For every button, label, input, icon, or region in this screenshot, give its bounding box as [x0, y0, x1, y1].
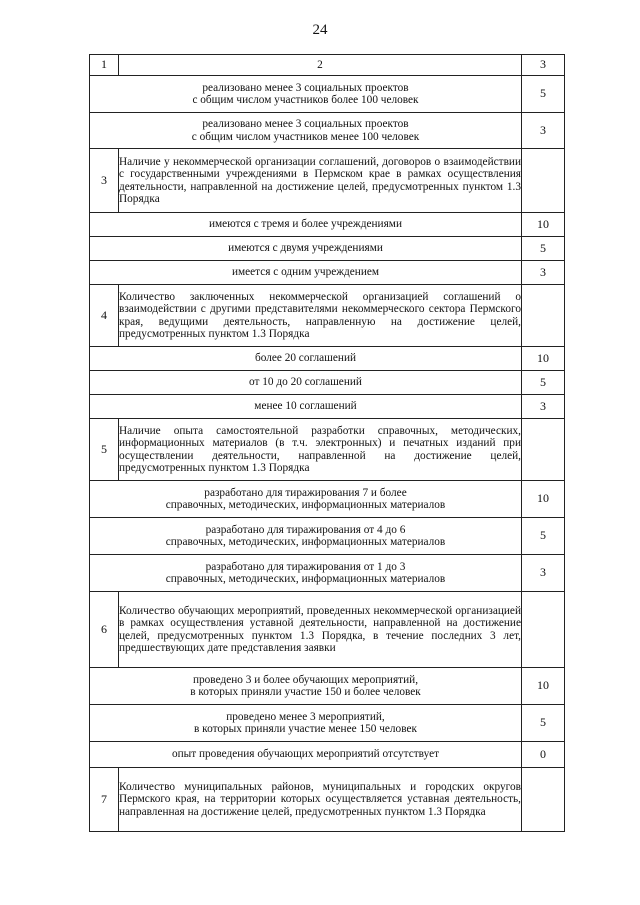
criterion-number: 7 [90, 768, 119, 832]
criterion-row [90, 768, 565, 832]
option-text: от 10 до 20 соглашений [90, 371, 522, 395]
criterion-score-empty [522, 592, 565, 668]
criterion-number: 4 [90, 285, 119, 347]
criterion-text: Наличие у некоммерческой организации соглашений, договоров о взаимодействии с государственными учреждениями в Пермском крае в рамках осуществления деятельности, направленной на достижение целей, предусмотренных пунктом 1.3 Порядка [119, 149, 522, 213]
option-text: разработано для тиражирования 7 и более справочных, методических, информационных материалов [90, 481, 522, 518]
option-score: 5 [522, 237, 565, 261]
criterion-score-empty [522, 149, 565, 213]
header-col-2: 2 [119, 55, 522, 76]
page-number: 24 [312, 22, 328, 38]
option-text: проведено менее 3 мероприятий, в которых приняли участие менее 150 человек [90, 705, 522, 742]
table-row [90, 742, 565, 768]
option-score: 5 [522, 518, 565, 555]
criterion-number: 5 [90, 419, 119, 481]
option-text: реализовано менее 3 социальных проектов с общим числом участников менее 100 человек [90, 113, 522, 149]
criterion-text: Наличие опыта самостоятельной разработки справочных, методических, информационных материалов (в т.ч. электронных) и печатных изданий при осуществлении деятельности, направленной на достижение целей, предусмотренных пунктом 1.3 Порядка [119, 419, 522, 481]
criterion-row [90, 592, 565, 668]
table-row [90, 371, 565, 395]
table-row [90, 237, 565, 261]
option-text: имеется с одним учреждением [90, 261, 522, 285]
option-score: 3 [522, 395, 565, 419]
table-row [90, 213, 565, 237]
table-row [90, 261, 565, 285]
option-text: имеются с двумя учреждениями [90, 237, 522, 261]
table-row [90, 113, 565, 149]
table-row [90, 705, 565, 742]
table-row [90, 555, 565, 592]
criterion-row [90, 285, 565, 347]
option-score: 5 [522, 76, 565, 113]
table-row [90, 668, 565, 705]
table-row [90, 518, 565, 555]
option-score: 0 [522, 742, 565, 768]
option-text: опыт проведения обучающих мероприятий отсутствует [90, 742, 522, 768]
table-row [90, 395, 565, 419]
header-row [90, 55, 565, 76]
option-score: 3 [522, 261, 565, 285]
option-text: менее 10 соглашений [90, 395, 522, 419]
criterion-score-empty [522, 285, 565, 347]
option-score: 5 [522, 371, 565, 395]
criterion-text: Количество обучающих мероприятий, проведенных некоммерческой организацией в рамках осуществления уставной деятельности, направленной на достижение целей, предусмотренных пунктом 1.3 Порядка, в течение последних 3 лет, предшествующих дате представления заявки [119, 592, 522, 668]
option-text: имеются с тремя и более учреждениями [90, 213, 522, 237]
option-text: реализовано менее 3 социальных проектов с общим числом участников более 100 человек [90, 76, 522, 113]
criterion-number: 3 [90, 149, 119, 213]
header-col-1: 1 [90, 55, 119, 76]
option-score: 10 [522, 668, 565, 705]
option-score: 3 [522, 555, 565, 592]
criterion-row [90, 149, 565, 213]
criterion-text: Количество заключенных некоммерческой организацией соглашений о взаимодействии с другими представителями некоммерческого сектора Пермского края, ведущими деятельность, направленную на достижение целей, предусмотренных пунктом 1.3 Порядка [119, 285, 522, 347]
option-text: проведено 3 и более обучающих мероприятий, в которых приняли участие 150 и более человек [90, 668, 522, 705]
criterion-row [90, 419, 565, 481]
option-text: разработано для тиражирования от 4 до 6 справочных, методических, информационных материалов [90, 518, 522, 555]
criterion-number: 6 [90, 592, 119, 668]
option-text: более 20 соглашений [90, 347, 522, 371]
option-score: 10 [522, 481, 565, 518]
criterion-text: Количество муниципальных районов, муниципальных и городских округов Пермского края, на территории которых осуществляется уставная деятельность, направленная на достижение целей, предусмотренных пунктом 1.3 Порядка [119, 768, 522, 832]
option-score: 3 [522, 113, 565, 149]
option-score: 10 [522, 347, 565, 371]
criteria-table [89, 54, 565, 832]
criterion-score-empty [522, 419, 565, 481]
header-col-3: 3 [522, 55, 565, 76]
option-text: разработано для тиражирования от 1 до 3 справочных, методических, информационных материалов [90, 555, 522, 592]
criterion-score-empty [522, 768, 565, 832]
option-score: 5 [522, 705, 565, 742]
table-row [90, 481, 565, 518]
table-row [90, 76, 565, 113]
table-row [90, 347, 565, 371]
option-score: 10 [522, 213, 565, 237]
